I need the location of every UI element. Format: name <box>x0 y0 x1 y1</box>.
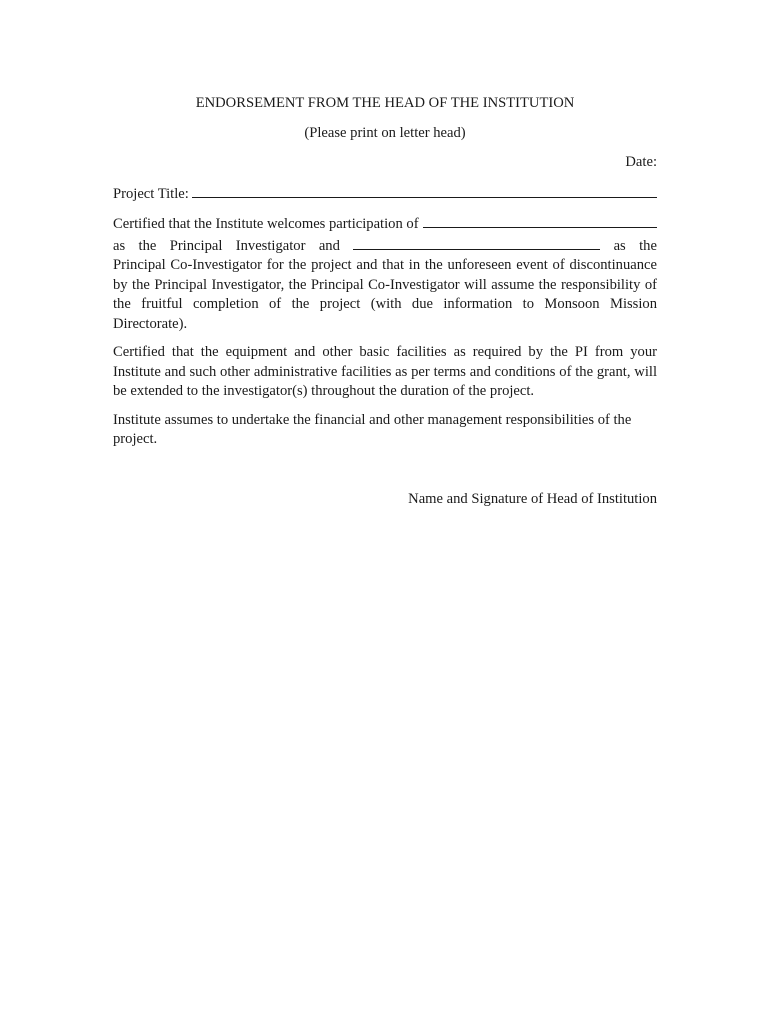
date-label: Date: <box>625 154 657 170</box>
participant-blank[interactable] <box>423 213 657 228</box>
project-title-row <box>113 183 657 204</box>
word: as <box>113 237 126 254</box>
participation-line-2 <box>113 235 657 257</box>
letter-page <box>113 93 657 509</box>
signature-label: Name and Signature of Head of Institution <box>408 490 657 507</box>
word: Principal <box>169 237 223 254</box>
project-title-blank[interactable] <box>192 183 657 198</box>
word: the <box>138 237 157 254</box>
document-title: ENDORSEMENT FROM THE HEAD OF THE INSTITUTION <box>195 95 575 111</box>
responsibilities-paragraph: Institute assumes to undertake the financial and other management responsibilities of the project. <box>113 411 632 447</box>
participation-intro: Certified that the Institute welcomes participation of <box>113 216 419 232</box>
participation-line-1 <box>113 213 657 235</box>
word: Investigator <box>235 237 306 254</box>
word: as <box>613 237 626 254</box>
project-title-label: Project Title: <box>113 186 189 202</box>
participation-paragraph <box>113 213 657 334</box>
participation-rest: Principal Co-Investigator for the project and that in the unforeseen event of discontinuance by the Principal Investigator, the Principal Co-Investigator will assume the responsibility of the fruitful completion of the project (with due information to Monsoon Mission Directorate). <box>113 257 657 332</box>
word: and <box>318 237 340 254</box>
co-investigator-blank[interactable] <box>353 235 600 250</box>
word: the <box>639 237 657 254</box>
document-subtitle: (Please print on letter head) <box>304 125 466 141</box>
facilities-paragraph: Certified that the equipment and other basic facilities as required by the PI from your Institute and such other administrative facilities as per terms and conditions of the grant, will be extended to the investigator(s) throughout the duration of the project. <box>113 344 657 399</box>
